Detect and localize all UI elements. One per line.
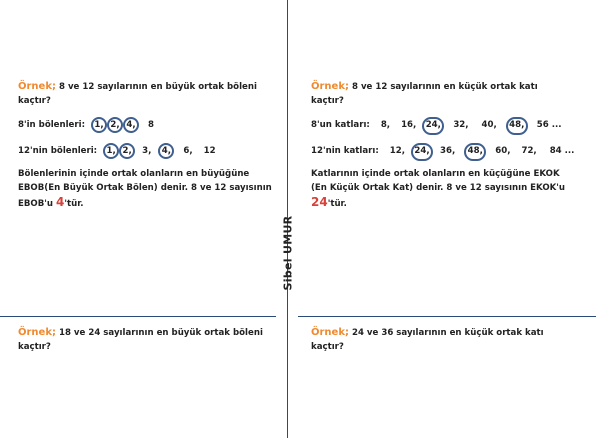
question-text: 8 ve 12 sayılarının en büyük ortak böleni [55, 82, 257, 92]
text-line: (En Küçük Ortak Kat) denir. 8 ve 12 sayısının EKOK'u [311, 183, 566, 193]
left-horizontal-rule [0, 316, 276, 317]
example-label: Örnek; [18, 81, 56, 92]
right-horizontal-rule [298, 316, 596, 317]
right-multiples-12-row [311, 143, 574, 159]
right-multiples-8-row [311, 117, 562, 133]
row-label: 12'nin bölenleri: [18, 146, 98, 156]
ebob-result: 4 [56, 195, 65, 209]
number: 3, [142, 146, 152, 156]
right-top-explanation [311, 167, 595, 211]
circled-number: 1, [103, 143, 119, 159]
question-text: kaçtır? [311, 96, 344, 106]
circled-number: 24, [411, 143, 433, 161]
text-line: Katlarının içinde ortak olanların en küçüğüne EKOK [311, 169, 560, 179]
number: 8, [380, 120, 391, 130]
right-top-question [311, 80, 591, 108]
example-label: Örnek; [311, 327, 349, 338]
left-divisors-8-row [18, 117, 154, 133]
circled-number: 48, [506, 117, 528, 135]
example-label: Örnek; [18, 327, 56, 338]
right-bottom-question [311, 326, 591, 354]
circled-number: 1, [91, 117, 107, 133]
number: 40, [481, 120, 497, 130]
circled-number: 48, [464, 143, 486, 161]
number: 56 ... [536, 120, 562, 130]
number: 12, [389, 146, 405, 156]
number: 6, [183, 146, 193, 156]
number: 16, [401, 120, 417, 130]
circled-number: 4, [158, 143, 174, 159]
ekok-result: 24 [311, 195, 328, 209]
row-label: 12'nin katları: [311, 146, 379, 156]
left-top-explanation [18, 167, 284, 211]
question-text: kaçtır? [311, 342, 344, 352]
circled-number: 4, [123, 117, 139, 133]
circled-number: 2, [119, 143, 135, 159]
example-label: Örnek; [311, 81, 349, 92]
row-label: 8'in bölenleri: [18, 120, 86, 130]
text-line: 'tür. [327, 199, 347, 209]
vertical-author-label: Sibel UMUR [281, 215, 295, 291]
number: 60, [495, 146, 511, 156]
number: 8 [148, 120, 154, 130]
text-line: EBOB'u [18, 199, 57, 209]
left-top-question [18, 80, 280, 108]
circled-number: 24, [422, 117, 444, 135]
number: 12 [203, 146, 216, 156]
text-line: 'tür. [64, 199, 84, 209]
text-line: EBOB(En Büyük Ortak Bölen) denir. 8 ve 12 sayısının [18, 183, 272, 193]
circled-number: 2, [107, 117, 123, 133]
left-divisors-12-row [18, 143, 216, 159]
number: 84 ... [549, 146, 575, 156]
row-label: 8'un katları: [311, 120, 370, 130]
question-text: 24 ve 36 sayılarının en küçük ortak katı [348, 328, 544, 338]
text-line: Bölenlerinin içinde ortak olanların en büyüğüne [18, 169, 250, 179]
question-text: kaçtır? [18, 342, 51, 352]
number: 36, [440, 146, 456, 156]
number: 32, [453, 120, 469, 130]
number: 72, [521, 146, 537, 156]
question-text: 18 ve 24 sayılarının en büyük ortak böleni [55, 328, 263, 338]
question-text: kaçtır? [18, 96, 51, 106]
left-bottom-question [18, 326, 280, 354]
question-text: 8 ve 12 sayılarının en küçük ortak katı [348, 82, 538, 92]
